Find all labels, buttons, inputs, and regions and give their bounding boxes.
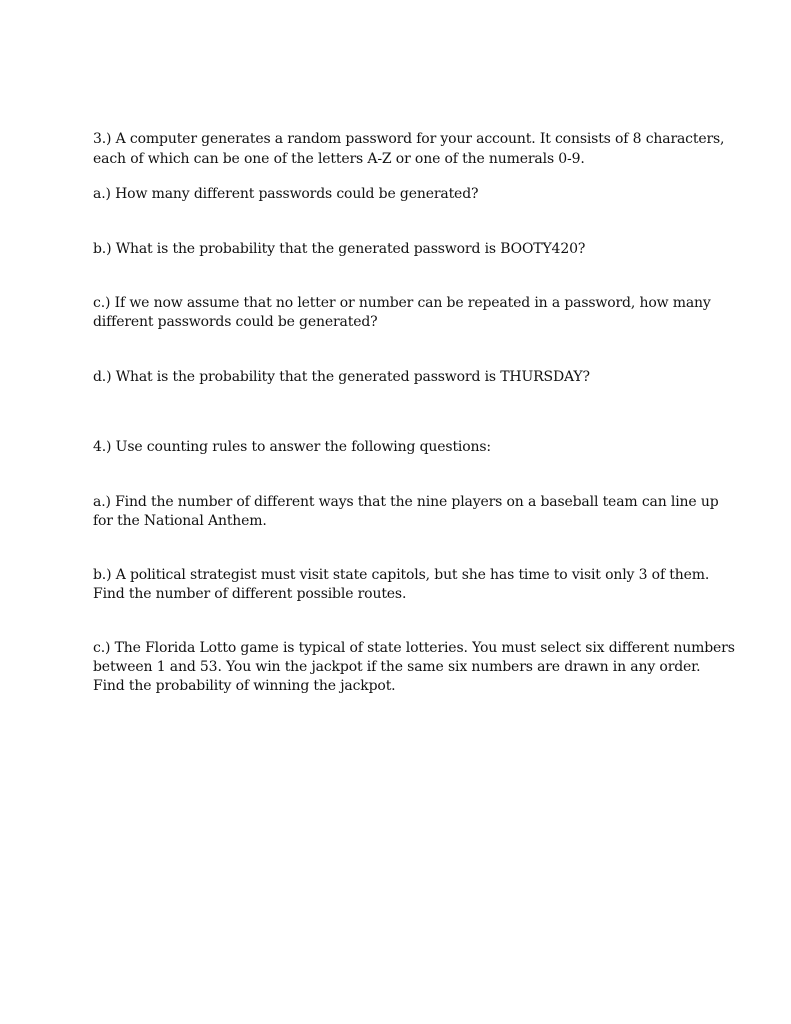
question-4-intro: 4.) Use counting rules to answer the following questions: — [93, 439, 492, 455]
question-4a-line-2: for the National Anthem. — [93, 513, 267, 529]
question-3d: d.) What is the probability that the generated password is THURSDAY? — [93, 369, 590, 385]
question-4b-line-1: b.) A political strategist must visit state capitols, but she has time to visit only 3 of them. — [93, 567, 710, 583]
question-4c-line-1: c.) The Florida Lotto game is typical of state lotteries. You must select six different numbers — [93, 640, 735, 656]
question-3a: a.) How many different passwords could be generated? — [93, 186, 479, 202]
question-4c-line-2: between 1 and 53. You win the jackpot if the same six numbers are drawn in any order. — [93, 659, 701, 675]
question-4c-line-3: Find the probability of winning the jackpot. — [93, 678, 396, 694]
question-4a-line-1: a.) Find the number of different ways that the nine players on a baseball team can line up — [93, 494, 719, 510]
question-3-intro-line-2: each of which can be one of the letters A-Z or one of the numerals 0-9. — [93, 151, 585, 167]
question-3c-line-1: c.) If we now assume that no letter or number can be repeated in a password, how many — [93, 295, 711, 311]
question-3c-line-2: different passwords could be generated? — [93, 314, 378, 330]
question-3-intro-line-1: 3.) A computer generates a random password for your account. It consists of 8 characters, — [93, 131, 725, 147]
question-4b-line-2: Find the number of different possible routes. — [93, 586, 407, 602]
question-3b: b.) What is the probability that the generated password is BOOTY420? — [93, 241, 586, 257]
